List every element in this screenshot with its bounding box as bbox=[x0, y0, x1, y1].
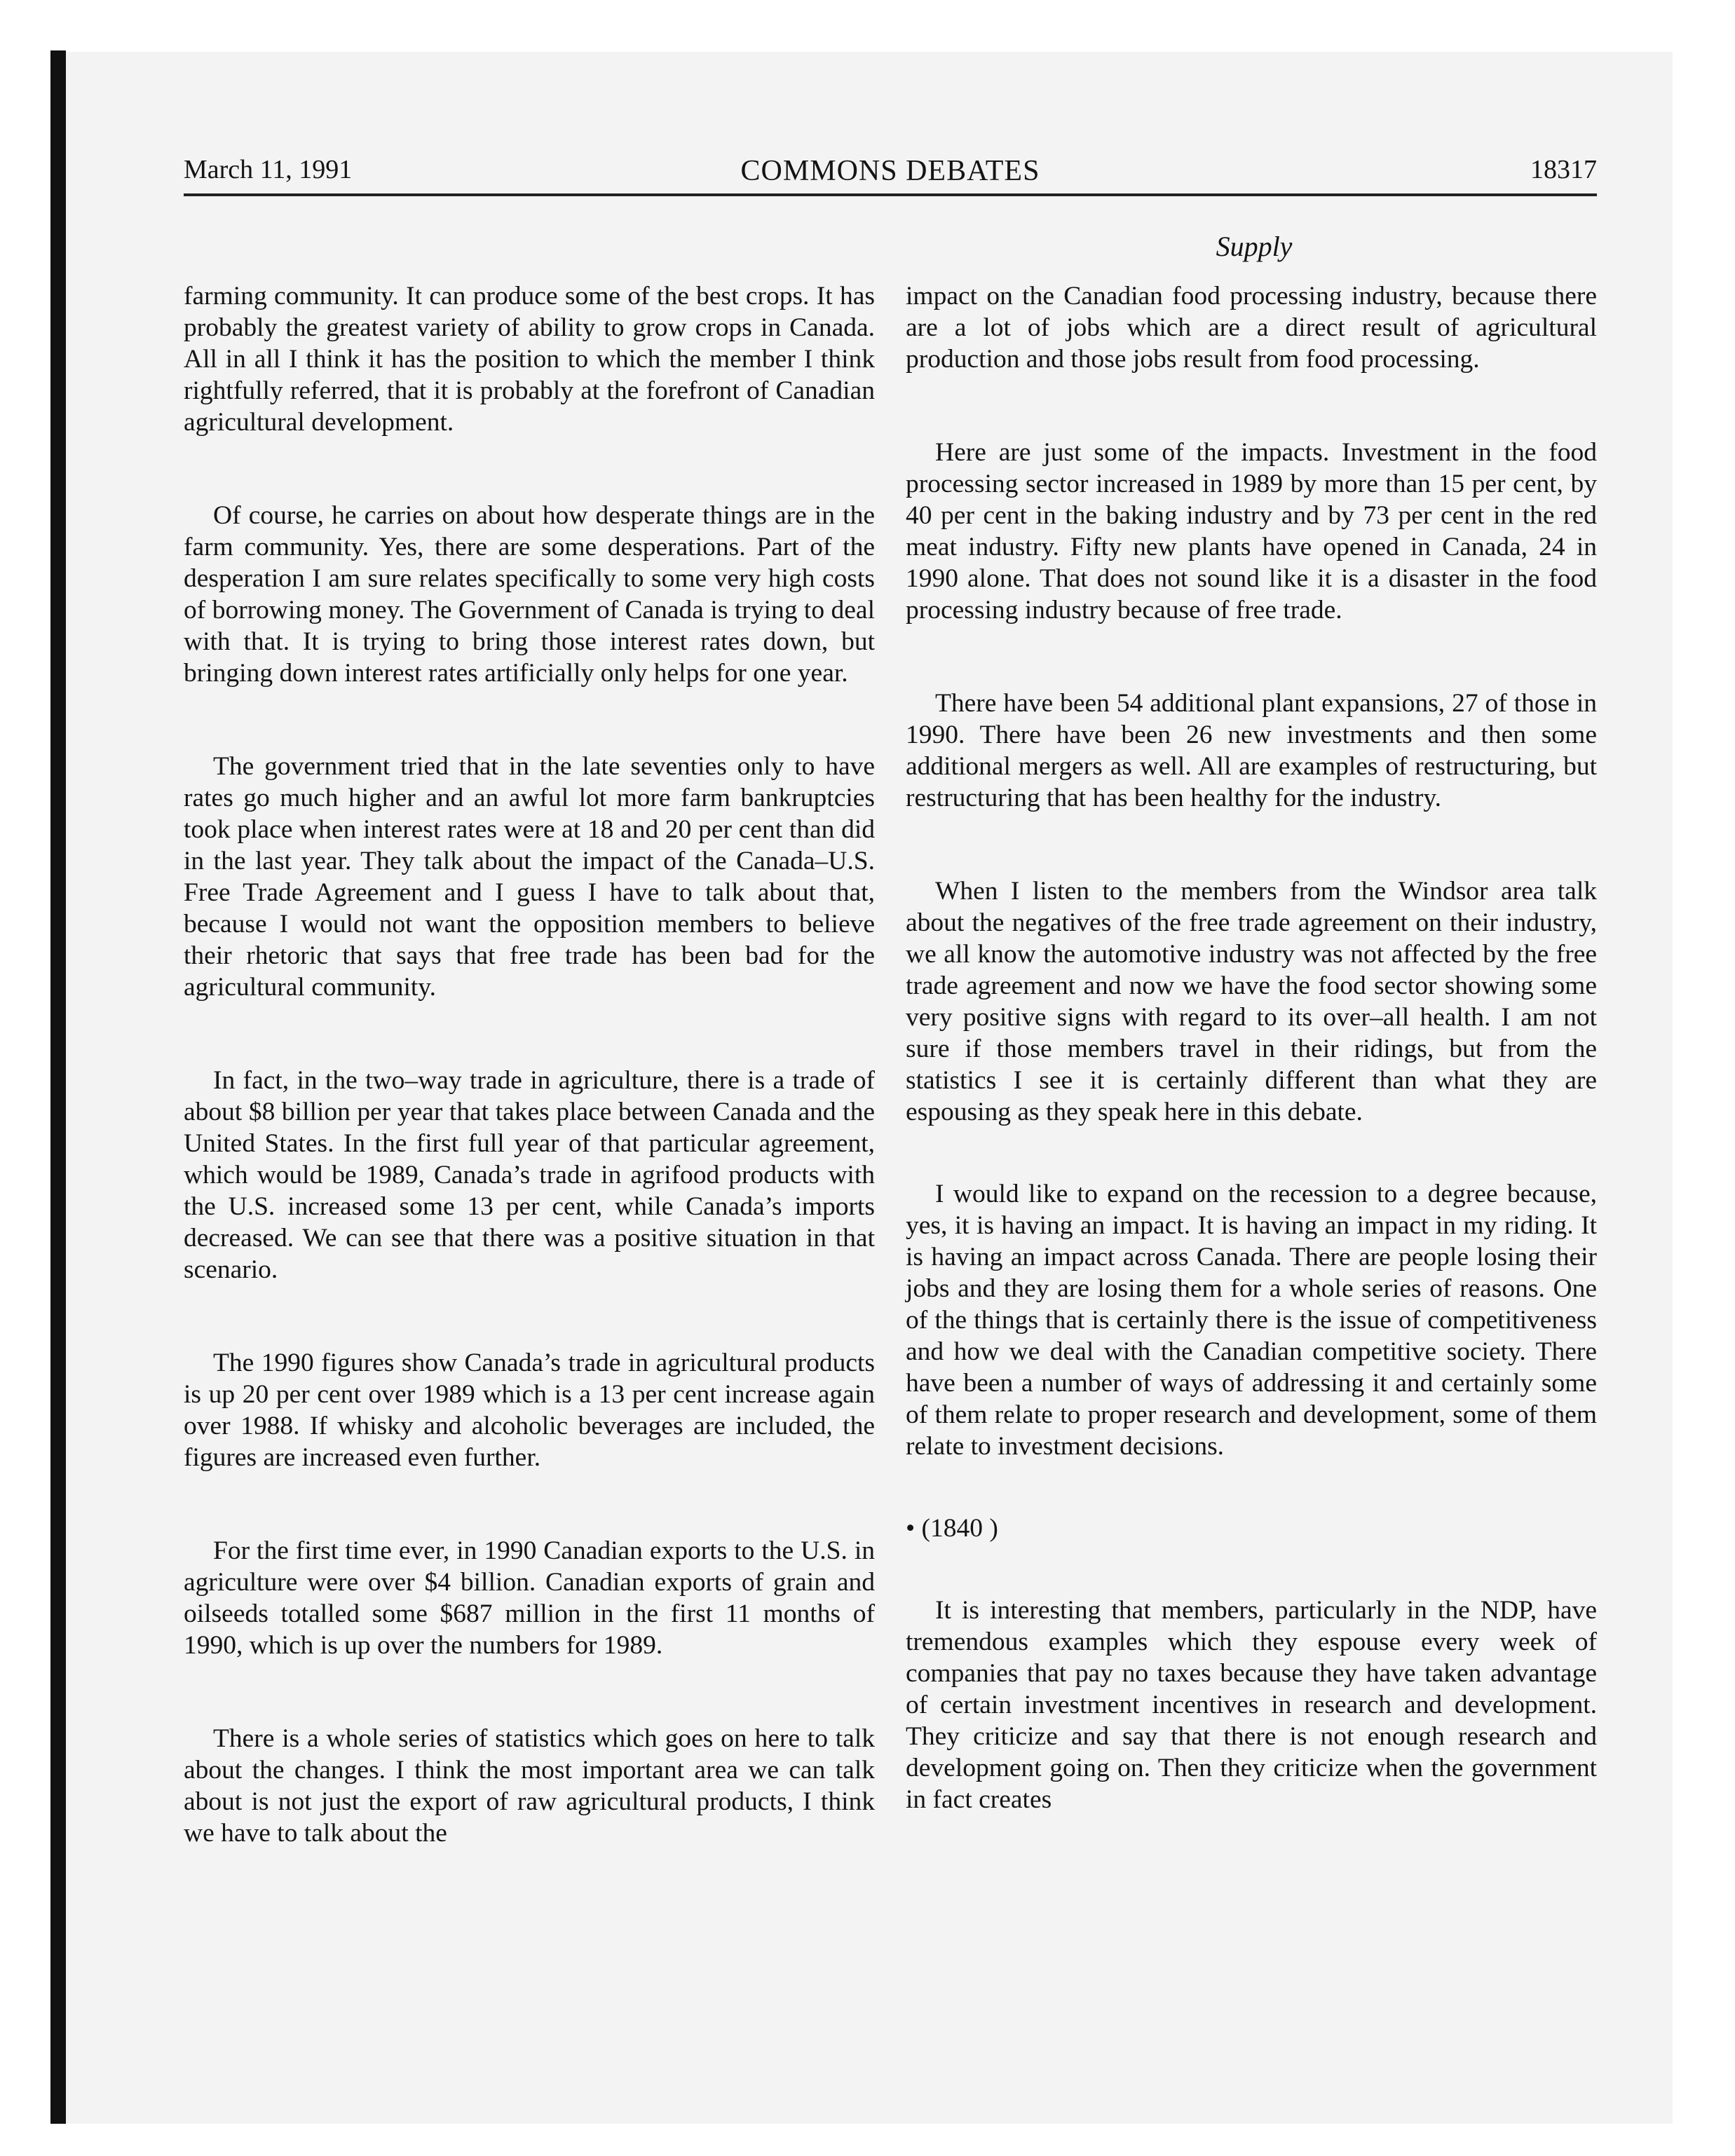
paragraph: I would like to expand on the recession to a degree because, yes, it is having an impact. It is having an impact in my riding. It is having an impact across Canada. There are people losing their jobs and they are losing them for a whole series of reasons. One of the things that is certainly there is the issue of competitiveness and how we deal with the Canadian competitive society. There have been a number of ways of addressing it and certainly some of them relate to proper research and development, some of them relate to investment decisions. bbox=[906, 1180, 1597, 1461]
section-label: Supply bbox=[1216, 231, 1293, 262]
paragraph: There have been 54 additional plant expansions, 27 of those in 1990. There have been 26 new investments and then some additional mergers as well. All are examples of restructuring, but restructuring that has been healthy for the industry. bbox=[906, 689, 1597, 812]
header-page-number: 18317 bbox=[1530, 155, 1597, 184]
paragraph: In fact, in the two–way trade in agriculture, there is a trade of about $8 billion per year that takes place between Canada and the United States. In the first full year of that particular agreement, which would be 1989, Canada’s trade in agrifood products with the U.S. increased some 13 per cent, while Canada’s imports decreased. We can see that there was a positive situation in that scenario. bbox=[184, 1066, 875, 1284]
paragraph: There is a whole series of statistics which goes on here to talk about the changes. I think the most important area we can talk about is not just the export of raw agricultural products, I think we have to talk about the bbox=[184, 1724, 875, 1848]
header-date: March 11, 1991 bbox=[184, 155, 353, 184]
time-marker: • (1840 ) bbox=[906, 1514, 998, 1543]
scan-left-border bbox=[50, 50, 66, 2124]
paragraph: It is interesting that members, particularly in the NDP, have tremendous examples which they espouse every week of companies that pay no taxes because they have taken advantage of certain investment incentives in research and development. They criticize and say that there is not enough research and development going on. Then they criticize when the government in fact creates bbox=[906, 1596, 1597, 1814]
header-journal-title: COMMONS DEBATES bbox=[740, 155, 1040, 187]
left-column bbox=[184, 280, 875, 1849]
paragraph: impact on the Canadian food processing industry, because there are a lot of jobs which are a direct result of agricultural production and those jobs result from food processing. bbox=[906, 282, 1597, 374]
paragraph: farming community. It can produce some of the best crops. It has probably the greatest variety of ability to grow crops in Canada. All in all I think it has the position to which the member I think rightfully referred, that it is probably at the forefront of Canadian agricultural development. bbox=[184, 282, 875, 437]
right-column bbox=[906, 280, 1597, 1815]
paragraph: Of course, he carries on about how desperate things are in the farm community. Yes, there are some desperations. Part of the desperation I am sure relates specifically to some very high costs of borrowing money. The Government of Canada is trying to deal with that. It is trying to bring those interest rates down, but bringing down interest rates artificially only helps for one year. bbox=[184, 501, 875, 688]
paragraph: When I listen to the members from the Windsor area talk about the negatives of the free trade agreement on their industry, we all know the automotive industry was not affected by the free trade agreement and now we have the food sector showing some very positive signs with regard to its over–all health. I am not sure if those members travel in their ridings, but from the statistics I see it is certainly different than what they are espousing as they speak here in this debate. bbox=[906, 877, 1597, 1126]
page-header bbox=[184, 151, 1597, 196]
paragraph: For the first time ever, in 1990 Canadian exports to the U.S. in agriculture were over $4 billion. Canadian exports of grain and oilseeds totalled some $687 million in the first 11 months of 1990, which is up over the numbers for 1989. bbox=[184, 1536, 875, 1660]
paragraph: The 1990 figures show Canada’s trade in agricultural products is up 20 per cent over 1989 which is a 13 per cent increase again over 1988. If whisky and alcoholic beverages are included, the figures are increased even further. bbox=[184, 1349, 875, 1472]
paragraph: Here are just some of the impacts. Investment in the food processing sector increased in 1989 by more than 15 per cent, by 40 per cent in the baking industry and by 73 per cent in the red meat industry. Fifty new plants have opened in Canada, 24 in 1990 alone. That does not sound like it is a disaster in the food processing industry because of free trade. bbox=[906, 438, 1597, 625]
paragraph: The government tried that in the late seventies only to have rates go much higher and an awful lot more farm bankruptcies took place when interest rates were at 18 and 20 per cent than did in the last year. They talk about the impact of the Canada–U.S. Free Trade Agreement and I guess I have to talk about that, because I would not want the opposition members to believe their rhetoric that says that free trade has been bad for the agricultural community. bbox=[184, 752, 875, 1002]
